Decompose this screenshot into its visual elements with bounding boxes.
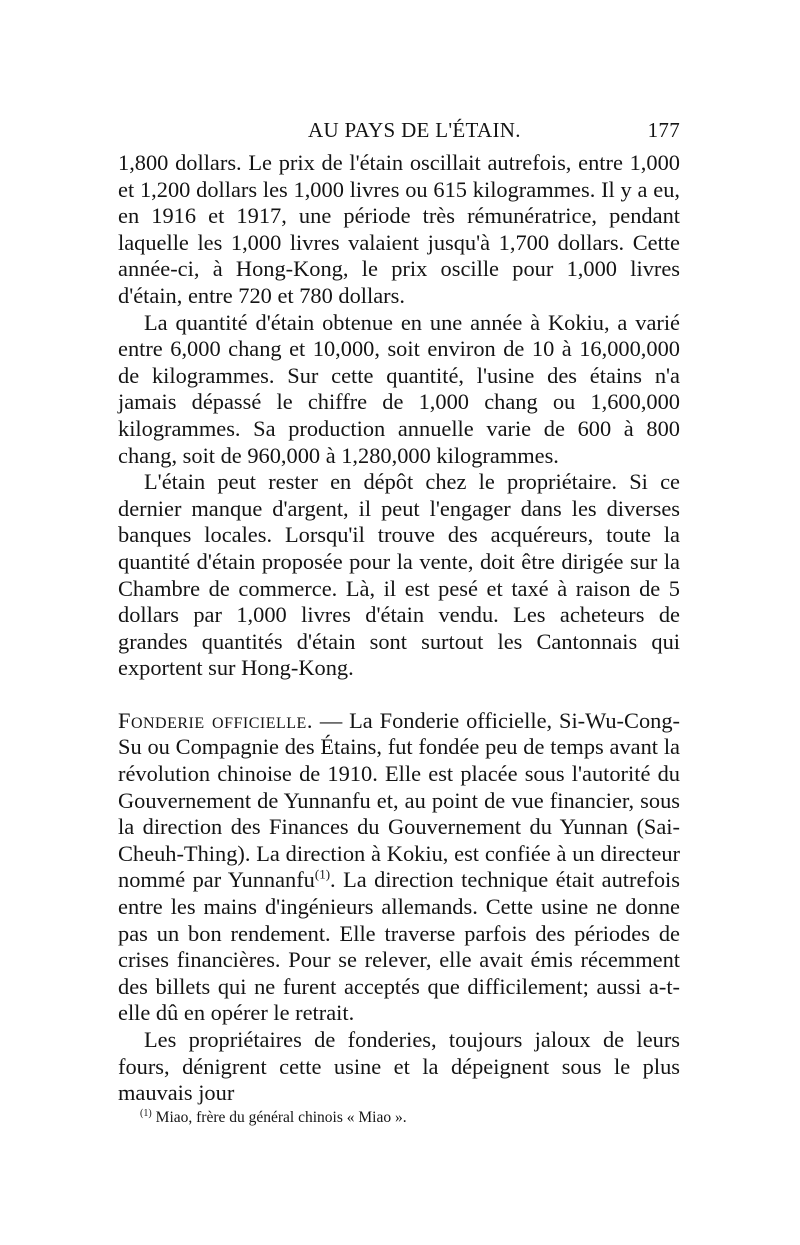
section-paragraph	[118, 708, 680, 1027]
paragraph-2: La quantité d'étain obtenue en une année à Kokiu, a varié entre 6,000 chang et 10,000, soit environ de 10 à 16,000,000 de kilogrammes. Sur cette quantité, l'usine des étains n'a jamais dépassé le chiffre de 1,000 chang ou 1,600,000 kilogrammes. Sa production annuelle varie de 600 à 800 chang, soit de 960,000 à 1,280,000 kilogrammes.	[118, 309, 680, 468]
footnote-text: Miao, frère du général chinois « Miao ».	[155, 1109, 407, 1127]
running-title: AU PAYS DE L'ÉTAIN.	[308, 118, 521, 142]
page-number: 177	[647, 118, 680, 142]
section-heading: Fonderie officielle.	[118, 707, 313, 733]
footnote-reference: (1)	[314, 866, 331, 882]
paragraph-3: L'étain peut rester en dépôt chez le propriétaire. Si ce dernier manque d'argent, il peut l'engager dans les diverses banques locales. Lorsqu'il trouve des acquéreurs, toute la quantité d'étain proposée pour la vente, doit être dirigée sur la Chambre de commerce. Là, il est pesé et taxé à raison de 5 dollars par 1,000 livres d'étain vendu. Les acheteurs de grandes quantités d'étain sont surtout les Cantonnais qui exportent sur Hong-Kong.	[118, 469, 680, 681]
section-text-start: — La Fonderie officielle, Si-Wu-Cong-Su ou Compagnie des Étains, fut fondée peu de temps avant la révolution chinoise de 1910. Elle est placée sous l'autorité du Gouvernement de Yunnanfu et, au point de vue financier, sous la direction des Finances du Gouvernement du Yunnan (Sai-Cheuh-Thing). La direction à Kokiu, est confiée à un directeur nommé par Yunnanfu	[118, 707, 680, 893]
footnote	[140, 1104, 660, 1128]
footnote-mark: (1)	[140, 1108, 152, 1119]
running-head	[118, 118, 680, 146]
paragraph-1: 1,800 dollars. Le prix de l'étain oscillait autrefois, entre 1,000 et 1,200 dollars les 1,000 livres ou 615 kilogrammes. Il y a eu, en 1916 et 1917, une période très rémunératrice, pendant laquelle les 1,000 livres valaient jusqu'à 1,700 dollars. Cette année-ci, à Hong-Kong, le prix oscille pour 1,000 livres d'étain, entre 720 et 780 dollars.	[118, 150, 680, 308]
last-paragraph: Les propriétaires de fonderies, toujours jaloux de leurs fours, dénigrent cette usine et la dépeignent sous le plus mauvais jour	[118, 1027, 680, 1106]
section-text-end: . La direction technique était autrefois entre les mains d'ingénieurs allemands. Cette usine ne donne pas un bon rendement. Elle traverse parfois des périodes de crises financières. Pour se relever, elle avait émis récemment des billets qui ne furent acceptés que difficilement; aussi a-t-elle dû en opérer le retrait.	[118, 867, 680, 1026]
body-text	[118, 150, 680, 1107]
